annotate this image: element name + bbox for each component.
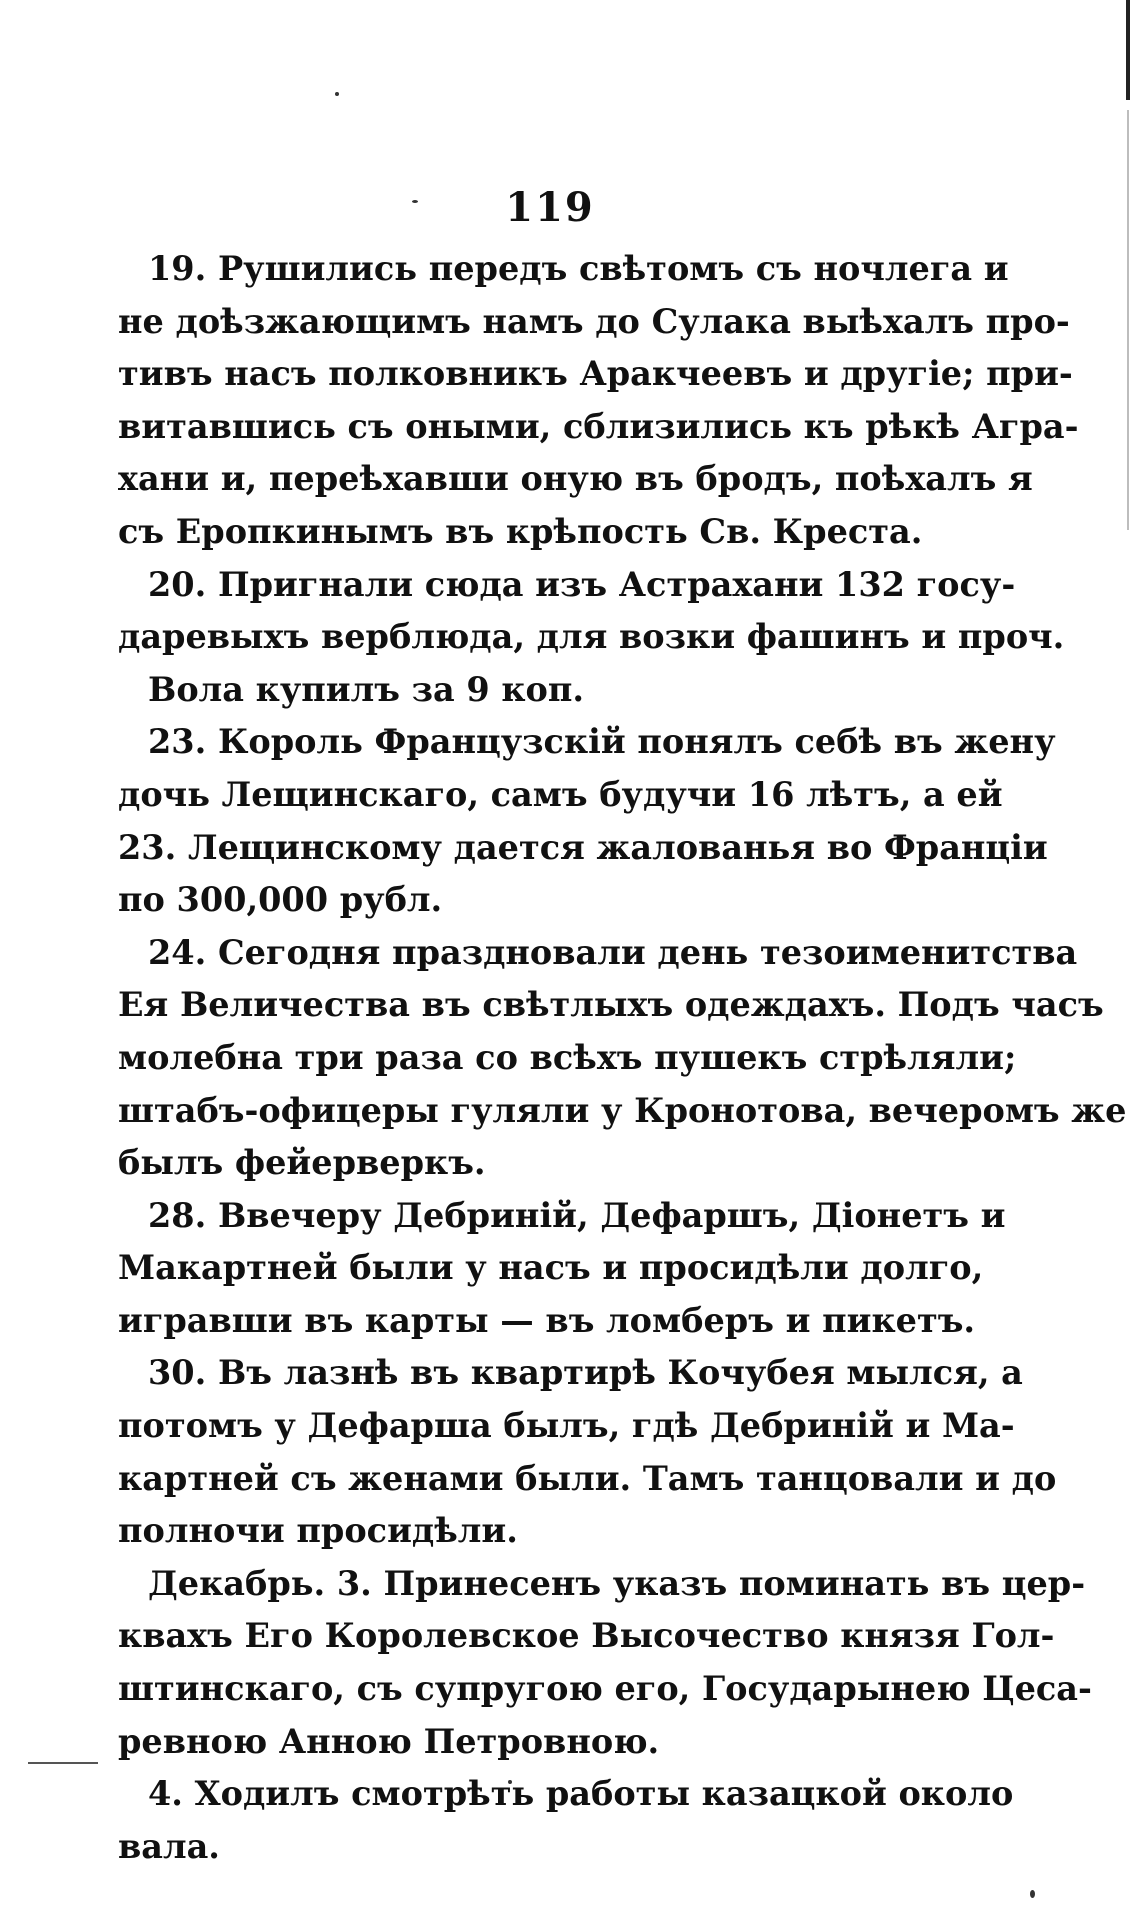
text-line: Макартней были у насъ и просидѣли долго, bbox=[118, 1248, 984, 1288]
text-line: былъ фейерверкъ. bbox=[118, 1143, 486, 1183]
page-edge-mark bbox=[1126, 0, 1130, 100]
text-line: дочь Лещинскаго, самъ будучи 16 лѣтъ, а ей bbox=[118, 774, 1003, 814]
text-line: молебна три раза со всѣхъ пушекъ стрѣляли; bbox=[118, 1037, 1017, 1077]
text-line: по 300,000 рубл. bbox=[118, 880, 443, 920]
text-line: штинскаго, съ супругою его, Государынею Цеса- bbox=[118, 1669, 1092, 1709]
text-line: тивъ насъ полковникъ Аракчеевъ и другіе; при- bbox=[118, 354, 1073, 394]
text-line: картней съ женами были. Тамъ танцовали и до bbox=[118, 1458, 1057, 1498]
text-line: ревною Анною Петровною. bbox=[118, 1721, 660, 1761]
text-line: Ея Величества въ свѣтлыхъ одеждахъ. Подъ часъ bbox=[118, 985, 1104, 1025]
text-line: съ Еропкинымъ въ крѣпость Св. Креста. bbox=[118, 511, 923, 551]
text-line: витавшись съ оными, сблизились къ рѣкѣ Агра- bbox=[118, 406, 1079, 446]
text-line: 19. Рушились передъ свѣтомъ съ ночлега и bbox=[148, 249, 1009, 288]
text-line: не доѣзжающимъ намъ до Сулака выѣхалъ про- bbox=[118, 301, 1070, 341]
text-line: 4. Ходилъ смотрѣть работы казацкой около bbox=[148, 1774, 1014, 1814]
page-edge-mark-faint bbox=[1127, 110, 1129, 530]
page-number: 119 bbox=[505, 184, 595, 231]
print-speck bbox=[335, 92, 339, 96]
text-line: 28. Ввечеру Дебриній, Дефаршъ, Діонетъ и bbox=[148, 1195, 1006, 1235]
print-speck bbox=[1030, 1890, 1035, 1898]
text-line: 24. Сегодня праздновали день тезоименитства bbox=[148, 932, 1078, 972]
text-line: потомъ у Дефарша былъ, гдѣ Дебриній и Ма- bbox=[118, 1406, 1015, 1446]
text-line: штабъ-офицеры гуляли у Кронотова, вечеромъ же bbox=[118, 1090, 1127, 1130]
text-line: даревыхъ верблюда, для возки фашинъ и проч. bbox=[118, 617, 1065, 657]
text-line: вала. bbox=[118, 1826, 220, 1866]
text-line: 23. Лещинскому дается жалованья во Франціи bbox=[118, 827, 1048, 867]
text-line: игравши въ карты — въ ломберъ и пикетъ. bbox=[118, 1300, 976, 1340]
text-line: квахъ Его Королевское Высочество князя Гол- bbox=[118, 1616, 1055, 1656]
text-line: полночи просидѣли. bbox=[118, 1511, 518, 1551]
text-line: 20. Пригнали сюда изъ Астрахани 132 госу- bbox=[148, 564, 1016, 604]
text-line: Декабрь. 3. Принесенъ указъ поминать въ цер- bbox=[148, 1563, 1086, 1603]
text-line: хани и, переѣхавши оную въ бродъ, поѣхалъ я bbox=[118, 459, 1033, 499]
page-text bbox=[118, 243, 1127, 1873]
text-line: 23. Король Французскій понялъ себѣ въ жену bbox=[148, 722, 1056, 762]
text-line: Вола купилъ за 9 коп. bbox=[148, 669, 585, 709]
text-line: 30. Въ лазнѣ въ квартирѣ Кочубея мылся, а bbox=[148, 1353, 1023, 1393]
page-edge-mark-bottom bbox=[28, 1762, 98, 1764]
